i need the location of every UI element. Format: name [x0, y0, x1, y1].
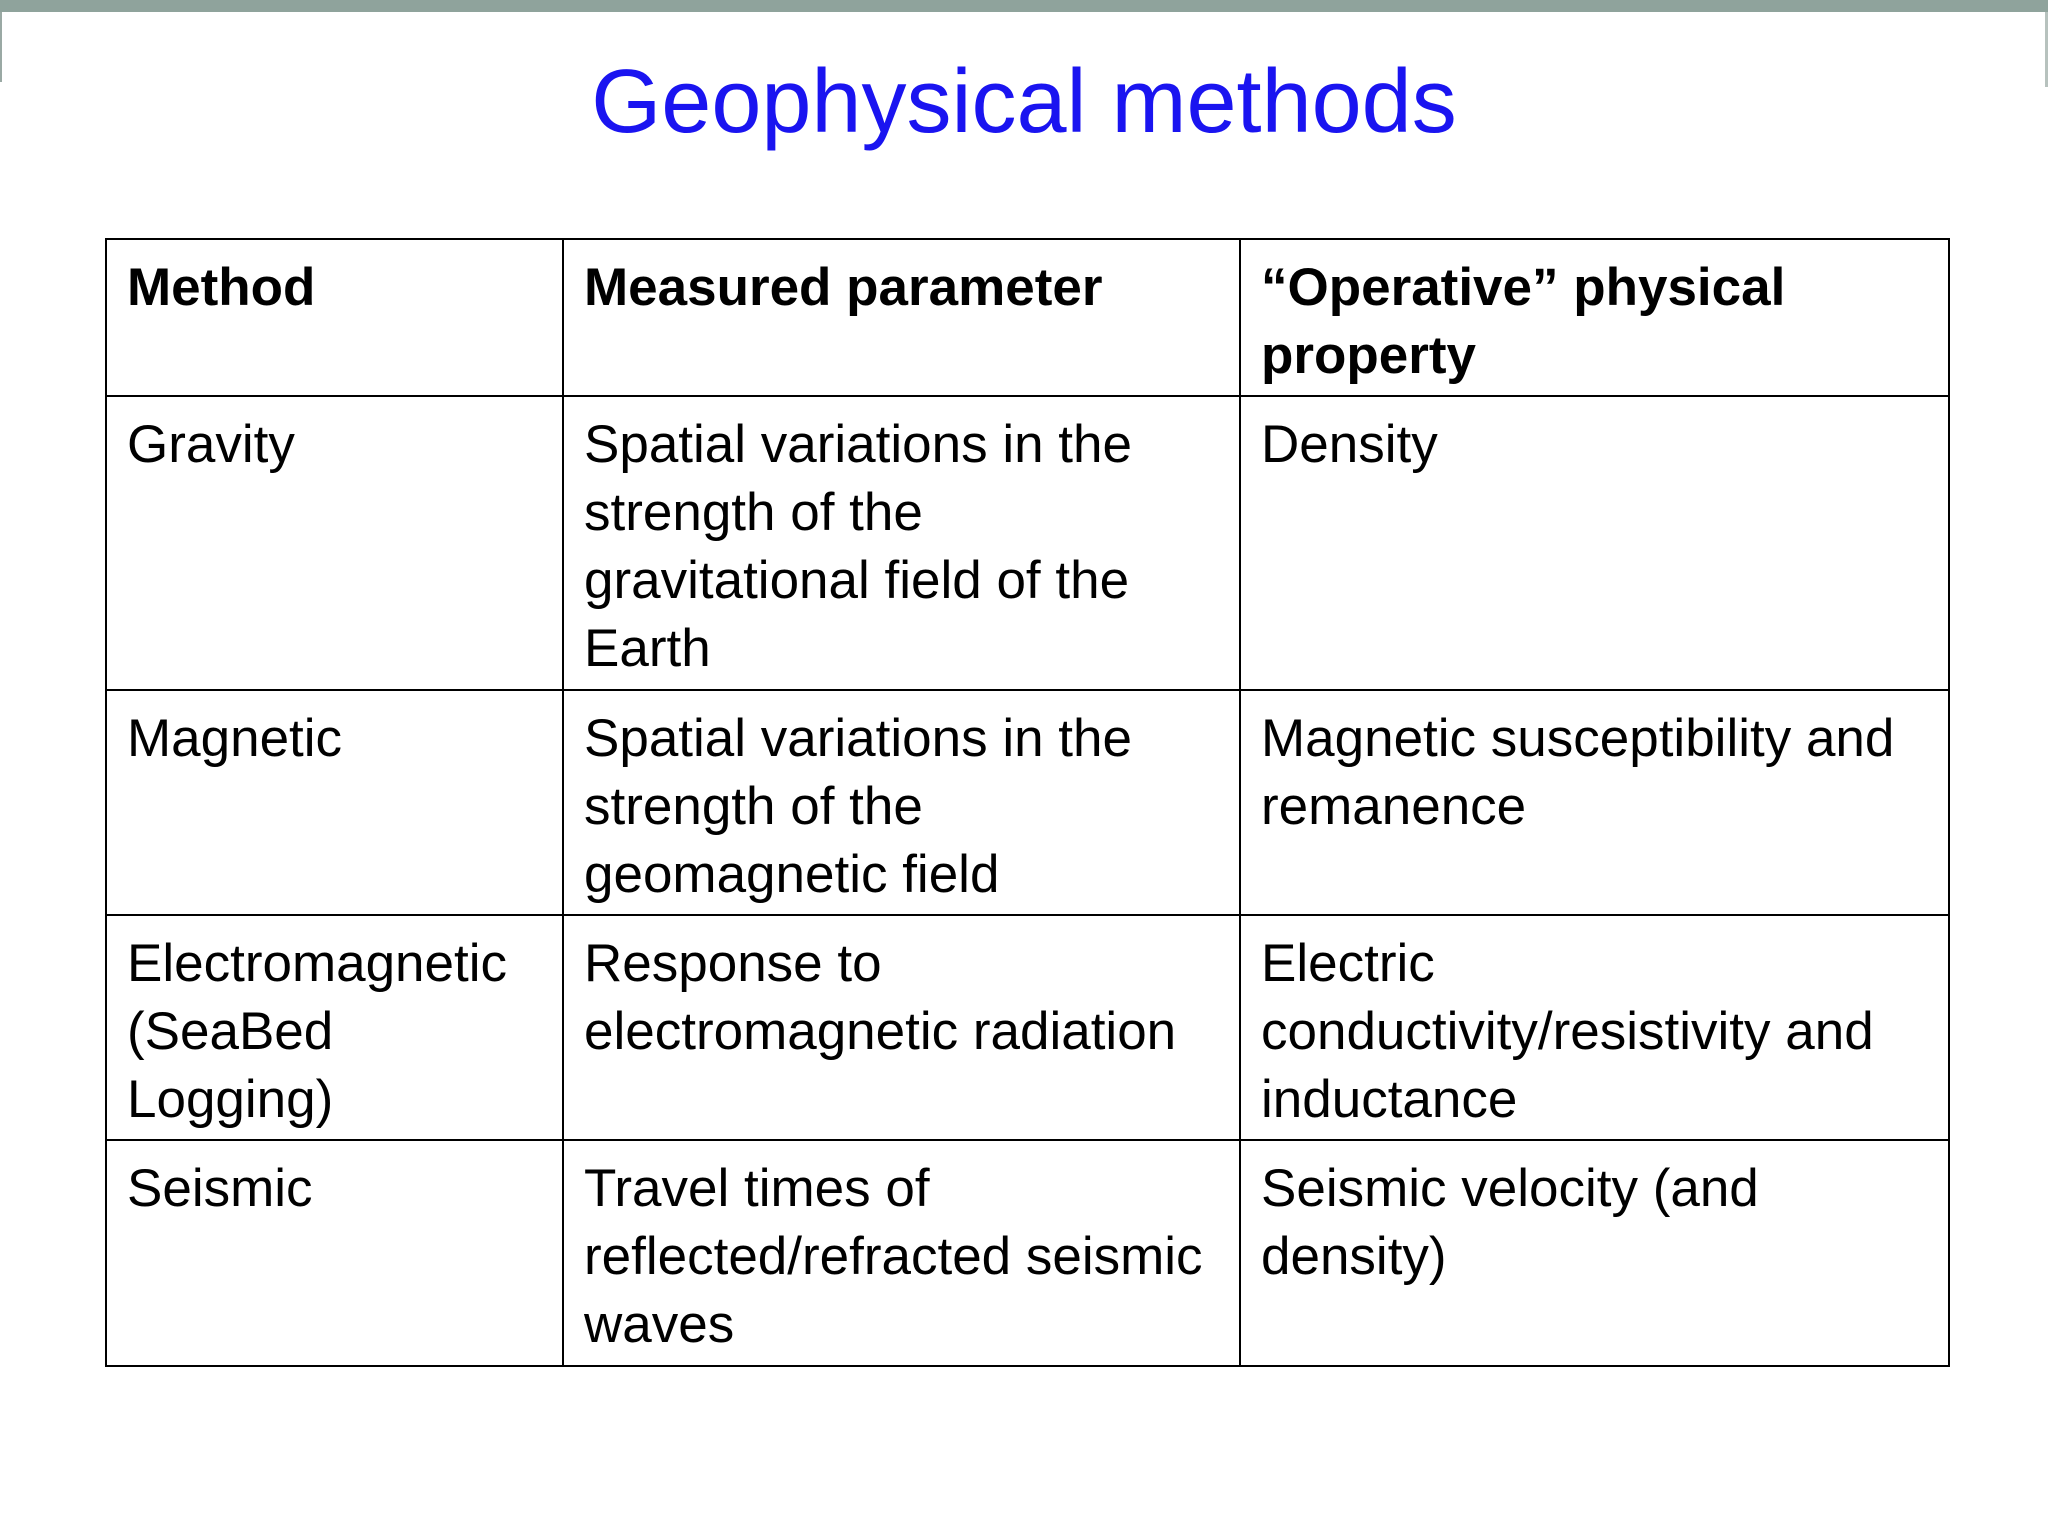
methods-table [105, 238, 1950, 1367]
table-row [106, 915, 1949, 1140]
cell-measured-parameter: Travel times of reflected/refracted seismic waves [563, 1140, 1240, 1366]
table-header-row [106, 239, 1949, 396]
header-method: Method [106, 239, 563, 396]
cell-measured-parameter: Spatial variations in the strength of the gravitational field of the Earth [563, 396, 1240, 690]
cell-operative-property: Density [1240, 396, 1949, 690]
slide-title: Geophysical methods [591, 52, 1457, 152]
cell-method: Gravity [106, 396, 563, 690]
methods-table-container [105, 238, 1950, 1367]
cell-method: Seismic [106, 1140, 563, 1366]
cell-operative-property: Electric conductivity/resistivity and inductance [1240, 915, 1949, 1140]
table-row [106, 690, 1949, 915]
cell-method: Electromagnetic (SeaBed Logging) [106, 915, 563, 1140]
table-row [106, 396, 1949, 690]
cell-operative-property: Magnetic susceptibility and remanence [1240, 690, 1949, 915]
header-measured-parameter: Measured parameter [563, 239, 1240, 396]
table-row [106, 1140, 1949, 1366]
slide-top-bar [0, 0, 2048, 12]
cell-operative-property: Seismic velocity (and density) [1240, 1140, 1949, 1366]
header-operative-property: “Operative” physical property [1240, 239, 1949, 396]
cell-measured-parameter: Spatial variations in the strength of the geomagnetic field [563, 690, 1240, 915]
cell-method: Magnetic [106, 690, 563, 915]
cell-measured-parameter: Response to electromagnetic radiation [563, 915, 1240, 1140]
